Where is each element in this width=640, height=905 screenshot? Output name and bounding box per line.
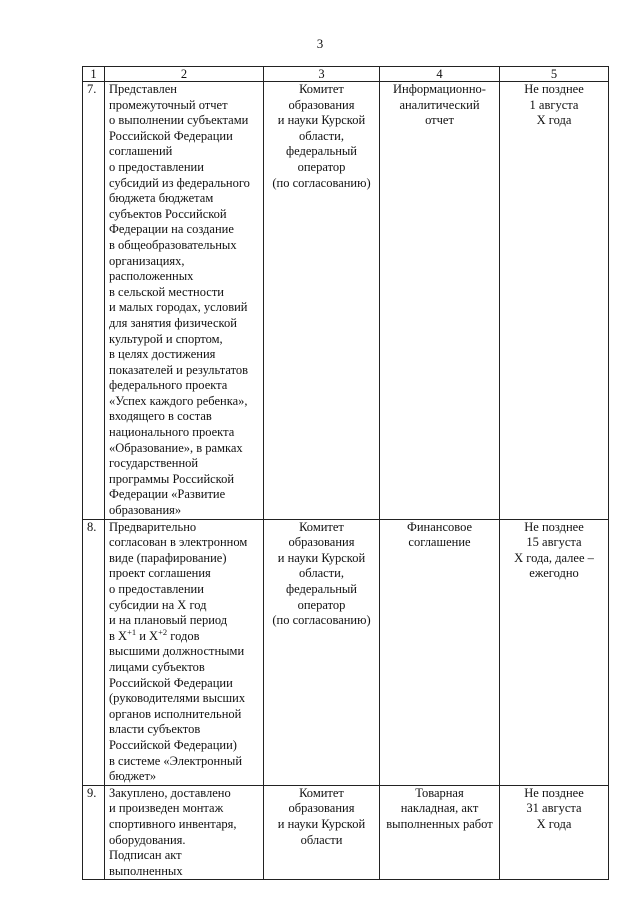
text-line: Не позднее	[524, 519, 584, 534]
column-header: 1	[83, 67, 105, 82]
text-line: 31 августа	[526, 801, 582, 816]
text-line: бюджет»	[109, 769, 157, 784]
text-line: в целях достижения	[109, 347, 216, 362]
row-description	[105, 785, 264, 880]
text-line: федерального проекта	[109, 378, 228, 393]
text-line: лицами субъектов	[109, 659, 205, 674]
text-line: власти субъектов	[109, 722, 201, 737]
text-line: образования	[288, 97, 355, 112]
column-header: 4	[380, 67, 500, 82]
text-line: отчет	[425, 113, 454, 128]
text-line: Российской Федерации	[109, 128, 233, 143]
row-description-part-a	[109, 520, 261, 629]
text-line: Российской Федерации)	[109, 737, 237, 752]
text-line: о предоставлении	[109, 582, 204, 596]
row-result	[380, 82, 500, 520]
text-line: Комитет	[299, 785, 344, 800]
text-line: накладная, акт	[400, 801, 479, 816]
row-deadline	[500, 785, 609, 880]
text-line: Комитет	[299, 82, 344, 96]
text-line: и на плановый период	[109, 613, 228, 628]
text-line: культурой и спортом,	[109, 331, 223, 346]
text-line: соглашений	[109, 144, 173, 159]
row-responsible	[264, 785, 380, 880]
text-line: Х года	[536, 816, 572, 831]
text-line: (руководителями высших	[109, 691, 246, 706]
text-line: области	[300, 832, 343, 847]
column-header: 5	[500, 67, 609, 82]
table-row	[83, 82, 609, 520]
text-line: Информационно-	[393, 82, 486, 96]
column-header: 2	[105, 67, 264, 82]
text-line: 1 августа	[529, 97, 579, 112]
plan-table	[82, 66, 609, 880]
text-line: промежуточный отчет	[109, 97, 228, 112]
row-description	[105, 82, 264, 520]
row-responsible	[264, 519, 380, 785]
text-line: области,	[299, 128, 344, 143]
text-line: и науки Курской	[277, 113, 366, 128]
text-line: области,	[299, 566, 344, 581]
text-line: и науки Курской	[277, 550, 366, 565]
text-line: субсидии на Х год	[109, 597, 207, 612]
text-line: Подписан акт	[109, 848, 182, 863]
table-row	[83, 519, 609, 785]
text-line: в сельской местности	[109, 284, 224, 299]
text-line: входящего в состав	[109, 409, 212, 424]
text-line: «Успех каждого ребенка»,	[109, 393, 248, 408]
text-line: высшими должностными	[109, 644, 245, 659]
text-line: расположенных	[109, 269, 194, 284]
text-line: организациях,	[109, 253, 185, 268]
text-line: Представлен	[109, 82, 177, 96]
row-deadline	[500, 519, 609, 785]
text-line: выполненных работ	[386, 816, 493, 831]
text-line: Финансовое	[406, 519, 473, 534]
text-line: ежегодно	[529, 566, 579, 581]
text-line: 15 августа	[526, 535, 582, 550]
text-line: проект соглашения	[109, 566, 211, 581]
text-line: и малых городах, условий	[109, 300, 248, 315]
text-line: оборудования.	[109, 832, 186, 847]
text-line: (по согласованию)	[272, 175, 371, 190]
text-line: и науки Курской	[277, 816, 366, 831]
text-line: Не позднее	[524, 785, 584, 800]
text-line: образования	[288, 801, 355, 816]
planning-years-line: в $Х^{+1}$ и $Х^{+2}$ годов	[109, 626, 200, 643]
text-line: программы Российской	[109, 471, 235, 486]
text-line: оператор	[297, 159, 346, 174]
column-header: 3	[264, 67, 380, 82]
text-line: оператор	[297, 597, 346, 612]
text-line: Не позднее	[524, 82, 584, 96]
text-line: образования	[288, 535, 355, 550]
text-line: соглашение	[408, 535, 471, 550]
text-line: о выполнении субъектами	[109, 113, 249, 128]
text-line: национального проекта	[109, 425, 235, 440]
text-line: и произведен монтаж	[109, 801, 224, 816]
row-deadline	[500, 82, 609, 520]
table-row	[83, 785, 609, 880]
row-result	[380, 785, 500, 880]
text-line: органов исполнительной	[109, 706, 242, 721]
text-line: для занятия физической	[109, 315, 237, 330]
row-number: 8.	[83, 519, 105, 785]
row-description	[105, 519, 264, 785]
text-line: показателей и результатов	[109, 362, 249, 377]
text-line: субсидий из федерального	[109, 175, 250, 190]
row-responsible	[264, 82, 380, 520]
text-line: Товарная	[415, 785, 464, 800]
text-line: виде (парафирование)	[109, 550, 227, 565]
text-line: в общеобразовательных	[109, 237, 237, 252]
text-line: субъектов Российской	[109, 206, 227, 221]
row-number: 7.	[83, 82, 105, 520]
text-line: образования»	[109, 503, 182, 518]
text-line: Предварительно	[109, 519, 197, 534]
text-line: Российской Федерации	[109, 675, 233, 690]
text-line: о предоставлении	[109, 159, 204, 174]
row-number: 9.	[83, 785, 105, 880]
text-line: государственной	[109, 456, 199, 471]
text-line: бюджета бюджетам	[109, 191, 214, 206]
text-line: Федерации на создание	[109, 222, 234, 237]
text-line: выполненных	[109, 863, 183, 878]
text-line: согласован в электронном	[109, 535, 248, 550]
text-line: Федерации «Развитие	[109, 487, 226, 502]
table-header-row	[83, 67, 609, 82]
text-line: (по согласованию)	[272, 613, 371, 628]
text-line: аналитический	[399, 97, 480, 112]
row-result	[380, 519, 500, 785]
page-number: 3	[316, 36, 324, 51]
row-description-part-b	[109, 644, 261, 784]
text-line: в системе «Электронный	[109, 753, 243, 768]
text-line: спортивного инвентаря,	[109, 816, 237, 831]
text-line: «Образование», в рамках	[109, 440, 243, 455]
text-line: федеральный	[285, 582, 357, 596]
text-line: Х года	[536, 113, 572, 128]
text-line: Комитет	[299, 519, 344, 534]
text-line: Закуплено, доставлено	[109, 785, 231, 800]
text-line: федеральный	[285, 144, 357, 159]
text-line: Х года, далее –	[514, 550, 594, 565]
